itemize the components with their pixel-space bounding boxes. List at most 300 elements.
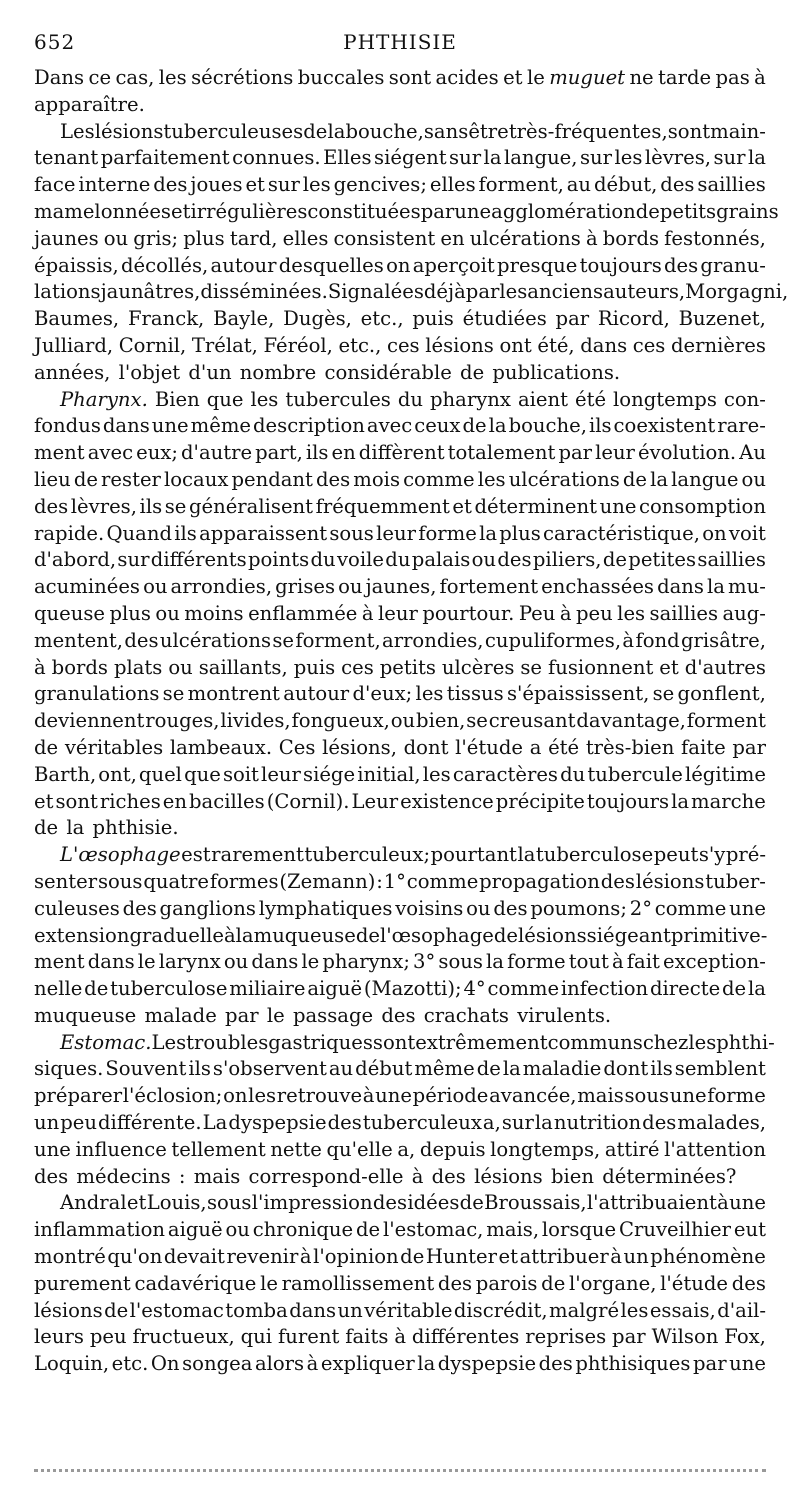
word: alors	[254, 1352, 305, 1376]
word: été,	[537, 333, 575, 357]
word: la	[235, 923, 254, 947]
word: d'eux;	[352, 682, 413, 706]
word: anciens	[527, 280, 604, 304]
word: bacilles	[189, 789, 265, 813]
word: à	[34, 655, 46, 679]
word: dans	[251, 950, 299, 974]
paragraph	[34, 65, 766, 119]
word: enchassées	[541, 575, 654, 599]
word: ils	[650, 1057, 673, 1081]
word: aient	[517, 387, 568, 411]
word: sous	[438, 950, 483, 974]
word: ramollissement	[281, 1271, 435, 1295]
word: ont,	[98, 762, 137, 786]
word: ou	[741, 467, 766, 491]
word: Quand	[106, 521, 173, 545]
word: par	[225, 1003, 259, 1027]
word: l'attribuaient	[586, 1191, 717, 1215]
word: rarement	[211, 843, 304, 867]
word: ment	[34, 441, 85, 465]
word: Louis,	[146, 1191, 207, 1215]
word: siégent	[374, 146, 447, 170]
text-line	[34, 1083, 766, 1110]
word: ils	[588, 414, 612, 438]
word: ou	[471, 548, 497, 572]
text-line	[34, 1244, 766, 1271]
word: sont	[372, 1030, 416, 1054]
text-line	[34, 521, 766, 548]
word: s'épaississent,	[506, 682, 650, 706]
text-line	[34, 601, 766, 628]
word: petits	[379, 655, 436, 679]
word: la	[66, 816, 85, 840]
word: puis	[293, 655, 336, 679]
word: par	[732, 735, 766, 759]
word: ces	[386, 333, 420, 357]
word: bouche,	[345, 119, 424, 143]
word: que	[184, 762, 221, 786]
word: fongueux,	[291, 709, 390, 733]
word: Estomac.	[60, 1030, 152, 1054]
footer-dotted-rule	[34, 1463, 766, 1472]
word: :	[178, 1164, 186, 1188]
word: aperçoit	[412, 253, 495, 277]
word: l'étude	[455, 735, 524, 759]
word: des	[437, 1271, 473, 1295]
word: face	[34, 173, 76, 197]
word: reprises	[525, 1325, 607, 1349]
word: 4°	[463, 977, 486, 1001]
word: l'étude	[660, 1271, 729, 1295]
word: s'observent	[212, 1057, 327, 1081]
word: Fox,	[724, 1325, 766, 1349]
word: directe	[649, 977, 721, 1001]
word: senter	[34, 869, 98, 893]
word: Wilson	[651, 1325, 719, 1349]
word: d'un	[188, 360, 232, 384]
word: différents	[150, 548, 247, 572]
word: bien	[550, 1164, 594, 1188]
word: eux;	[136, 441, 178, 465]
word: par	[612, 1325, 646, 1349]
word: Féréol,	[263, 333, 333, 357]
word: passage	[292, 1003, 374, 1027]
word: forme	[507, 950, 566, 974]
word: des	[600, 869, 635, 893]
word: des	[122, 896, 157, 920]
word: plus	[183, 226, 225, 250]
word: très-bien	[585, 735, 675, 759]
text-line	[34, 547, 766, 574]
word: voit	[728, 521, 766, 545]
word: l'opinion	[313, 1245, 399, 1269]
text-line	[34, 655, 766, 682]
word: desquelles	[278, 253, 384, 277]
text-line	[34, 226, 766, 253]
word: puis	[412, 307, 454, 331]
word: mentent,	[34, 628, 123, 652]
word: Buzenet,	[678, 307, 766, 331]
word: de	[722, 977, 747, 1001]
word: avancée,	[489, 1084, 577, 1108]
word: les	[422, 762, 451, 786]
word: l'estomac	[129, 1298, 224, 1322]
word: voisins	[395, 896, 464, 920]
word: de	[355, 1218, 381, 1242]
word: forme	[707, 1084, 766, 1108]
word: (Mazotti);	[363, 977, 462, 1001]
word: aiguë	[307, 977, 363, 1001]
word: lésions	[425, 333, 494, 357]
word: sécrétions	[191, 66, 294, 89]
word: furent	[278, 1325, 340, 1349]
word: ulcérations	[159, 628, 272, 652]
word: une	[599, 494, 637, 518]
word: sur	[501, 1111, 534, 1135]
word: autour	[210, 253, 277, 277]
word: leur	[261, 762, 301, 786]
word: montré	[34, 1245, 106, 1269]
word: auteurs,	[603, 280, 686, 304]
word: ne	[629, 66, 654, 89]
word: jaunâtres,	[100, 280, 201, 304]
word: de	[541, 1271, 566, 1295]
word: dans	[580, 333, 628, 357]
word: rouges,	[145, 709, 220, 733]
word: mais	[193, 1164, 241, 1188]
word: années,	[34, 360, 111, 384]
word: peu	[575, 601, 613, 625]
word: déjà	[423, 280, 466, 304]
word: a,	[397, 1137, 416, 1161]
word: leur	[378, 601, 418, 625]
word: quatre	[143, 869, 210, 893]
word: (Zemann)	[279, 869, 376, 893]
word: granu-	[700, 253, 766, 277]
word: qu'on	[107, 1245, 163, 1269]
word: grisâtre,	[681, 628, 766, 652]
word: ulcérations	[508, 467, 620, 491]
word: tissus	[446, 682, 504, 706]
word: une	[729, 1352, 766, 1376]
word: phthisiques	[575, 1352, 691, 1376]
paragraph	[34, 387, 766, 843]
word: des	[642, 1111, 677, 1135]
word: arrondies,	[382, 628, 484, 652]
word: phthi-	[716, 1030, 775, 1054]
word: Bien	[154, 387, 200, 411]
word: tellement	[171, 1137, 266, 1161]
word: les	[617, 601, 646, 625]
word: très-fréquentes,	[508, 119, 668, 143]
word: Dans	[34, 66, 85, 89]
word: chez	[642, 1030, 689, 1054]
word: fond	[635, 628, 680, 652]
word: crachats	[423, 1003, 509, 1027]
word: sous	[97, 869, 143, 893]
word: longtemps,	[490, 1137, 601, 1161]
word: a	[529, 735, 542, 759]
word: extrêmement	[415, 1030, 548, 1054]
text-line	[34, 1137, 766, 1164]
word: retrouve	[276, 1084, 363, 1108]
word: comme	[403, 467, 475, 491]
text-line	[34, 1190, 766, 1217]
word: déterminent	[474, 494, 598, 518]
word: forme	[418, 521, 477, 545]
word: de	[84, 977, 109, 1001]
word: acides	[435, 66, 499, 89]
text-line	[34, 923, 766, 950]
word: d'ail-	[717, 1298, 766, 1322]
word: Les	[151, 1030, 187, 1054]
word: quel	[138, 762, 182, 786]
word: enflammée	[248, 601, 358, 625]
word: ou	[338, 575, 363, 599]
word: tuberculeux	[362, 1111, 482, 1135]
word: à	[299, 1245, 312, 1269]
word: précipite	[495, 789, 585, 813]
word: la	[534, 1111, 553, 1135]
word: à	[622, 628, 635, 652]
word: sont	[388, 66, 432, 89]
word: buccales	[297, 66, 385, 89]
word: Ricord,	[597, 307, 670, 331]
word: étudiées	[462, 307, 547, 331]
word: sur	[267, 173, 300, 197]
word: les	[250, 387, 279, 411]
word: tuberculose	[535, 843, 654, 867]
word: peu	[89, 1325, 127, 1349]
word: lorsque	[541, 1218, 617, 1242]
word: plus	[499, 521, 541, 545]
word: chronique	[252, 1218, 354, 1242]
word: ou	[155, 601, 180, 625]
word: cadavérique	[134, 1271, 257, 1295]
word: une	[729, 1191, 766, 1215]
text-line	[34, 145, 766, 172]
word: sur	[579, 146, 613, 170]
word: l'éclosion;	[122, 1084, 223, 1108]
word: graduelle	[129, 923, 224, 947]
word: forment	[686, 709, 766, 733]
word: langue,	[503, 146, 578, 170]
word: on	[386, 253, 411, 277]
word: main-	[710, 119, 766, 143]
word: à	[306, 1352, 319, 1376]
word: par	[692, 1352, 727, 1376]
word: forment,	[478, 173, 564, 197]
word: phthisie.	[92, 816, 179, 840]
word: caractères	[452, 762, 558, 786]
word: tubercule	[587, 762, 683, 786]
word: a,	[482, 1111, 501, 1135]
word: nutrition	[553, 1111, 642, 1135]
word: gonflent,	[677, 682, 766, 706]
word: comme	[654, 896, 727, 920]
word: siques.	[34, 1057, 104, 1081]
word: Peu	[518, 601, 556, 625]
word: sans	[423, 119, 469, 143]
word: description	[253, 414, 365, 438]
word: gris;	[133, 226, 179, 250]
word: inflammation	[34, 1218, 166, 1242]
word: leur	[376, 521, 416, 545]
text-line	[34, 494, 766, 521]
word: davantage,	[576, 709, 686, 733]
word: faits	[345, 1325, 389, 1349]
word: Hunter	[425, 1245, 498, 1269]
word: ces	[632, 333, 666, 357]
word: à	[394, 1325, 406, 1349]
word: sous	[329, 521, 374, 545]
word: se	[162, 682, 185, 706]
word: fait	[626, 950, 660, 974]
word: muqueuse	[253, 923, 356, 947]
text-line	[34, 1056, 766, 1083]
text-line	[34, 92, 766, 119]
word: des	[124, 628, 159, 652]
word: et	[126, 1191, 147, 1215]
text-line	[34, 440, 766, 467]
word: la	[479, 521, 498, 545]
word: avec	[366, 414, 413, 438]
word: muqueuse	[34, 1003, 137, 1027]
word: se	[272, 628, 295, 652]
word: sous	[624, 1084, 670, 1108]
word: la	[671, 789, 690, 813]
word: Pharynx.	[60, 387, 148, 411]
word: phénomène	[650, 1245, 766, 1269]
word: ils	[174, 521, 197, 545]
word: apparaître.	[34, 92, 145, 116]
word: festonnés,	[664, 226, 766, 250]
word: en	[162, 789, 187, 813]
word: les	[248, 1084, 277, 1108]
word: culeuses	[34, 896, 120, 920]
word: comme	[406, 869, 479, 893]
word: du	[385, 548, 411, 572]
word: l'estomac,	[382, 1218, 484, 1242]
word: Loquin,	[34, 1352, 110, 1376]
word: les	[614, 146, 643, 170]
word: un	[34, 1111, 60, 1135]
word: lésions	[518, 923, 587, 947]
word: piliers,	[532, 548, 602, 572]
word: voile	[336, 548, 384, 572]
word: miliaire	[229, 977, 306, 1001]
word: du	[397, 387, 424, 411]
word: palais	[411, 548, 471, 572]
word: une	[375, 1084, 412, 1108]
word: Bayle,	[213, 307, 275, 331]
word: de	[73, 467, 98, 491]
word: la	[417, 1352, 436, 1376]
word: pharynx;	[322, 950, 410, 974]
word: la	[650, 467, 669, 491]
word: de	[303, 119, 328, 143]
word: à	[411, 1164, 424, 1188]
text-line	[34, 253, 766, 280]
word: décollés,	[120, 253, 209, 277]
word: à	[559, 601, 572, 625]
word: communs	[547, 1030, 643, 1054]
word: une	[34, 1137, 71, 1161]
word: presque	[497, 253, 578, 277]
paragraph	[34, 842, 766, 1030]
word: coexistent	[613, 414, 716, 438]
word: à	[754, 66, 766, 89]
word: infection	[560, 977, 649, 1001]
word: de	[476, 1057, 501, 1081]
word: est	[181, 843, 211, 867]
word: ces	[341, 655, 374, 679]
word: tomba	[225, 1298, 288, 1322]
word: à	[612, 950, 624, 974]
word: à	[717, 1191, 729, 1215]
word: l'œsophage	[379, 923, 494, 947]
word: nette	[270, 1137, 322, 1161]
word: constituées	[307, 199, 421, 223]
word: de	[355, 923, 380, 947]
word: de	[104, 1298, 129, 1322]
word: On	[150, 1352, 180, 1376]
word: la	[502, 1057, 521, 1081]
word: moins	[184, 601, 244, 625]
word: des	[316, 467, 351, 491]
word: dyspepsie	[228, 1111, 327, 1135]
word: points	[247, 548, 310, 572]
word: la	[747, 977, 766, 1001]
text-line	[34, 467, 766, 494]
word: sur	[713, 146, 746, 170]
word: et	[452, 494, 472, 518]
word: 2°	[629, 896, 652, 920]
word: au	[566, 173, 592, 197]
word: tard,	[229, 226, 278, 250]
word: que	[206, 387, 244, 411]
word: se	[466, 709, 488, 733]
word: de	[462, 414, 487, 438]
word: influence	[75, 1137, 167, 1161]
word: à	[585, 226, 598, 250]
word: des	[431, 1164, 466, 1188]
word: dernières	[670, 333, 766, 357]
word: siége	[303, 762, 356, 786]
word: d'autre	[181, 441, 253, 465]
text-line	[34, 1030, 775, 1057]
word: con-	[723, 387, 766, 411]
word: épaissis,	[34, 253, 119, 277]
word: et	[245, 173, 265, 197]
text-line	[34, 1351, 766, 1378]
word: une	[729, 896, 766, 920]
word: troubles	[186, 1030, 269, 1054]
word: Leur	[351, 789, 399, 813]
word: et	[498, 1245, 519, 1269]
word: caractéristique,	[543, 521, 700, 545]
word: lésions,	[322, 735, 397, 759]
word: les	[477, 467, 506, 491]
word: le	[266, 1003, 285, 1027]
word: fréquemment	[315, 494, 450, 518]
word: le	[301, 950, 320, 974]
word: dyspepsie	[437, 1352, 537, 1376]
word: soit	[222, 762, 259, 786]
word: considérable	[324, 360, 452, 384]
word: des	[153, 173, 188, 197]
word: la	[707, 575, 725, 599]
